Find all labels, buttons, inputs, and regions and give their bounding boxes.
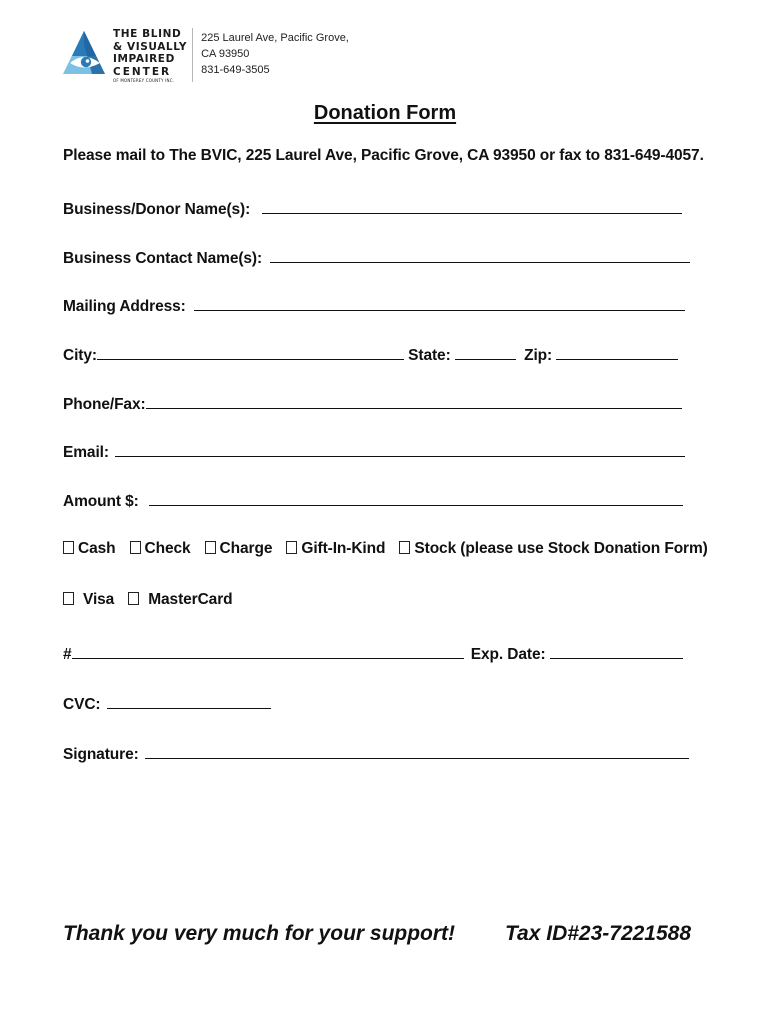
page-title: Donation Form xyxy=(313,102,457,124)
payment-option-check[interactable] xyxy=(130,540,191,558)
signature-row xyxy=(63,743,689,764)
city-field[interactable] xyxy=(97,344,404,360)
mailing-address-label: Mailing Address: xyxy=(63,298,186,315)
exp-date-field[interactable] xyxy=(550,643,683,659)
amount-label: Amount $: xyxy=(63,493,139,510)
logo-line: & VISUALLY xyxy=(113,40,188,53)
payment-option-label: Cash xyxy=(78,540,116,557)
checkbox-icon[interactable] xyxy=(286,541,297,554)
phone-fax-field[interactable] xyxy=(146,393,682,409)
signature-label: Signature: xyxy=(63,746,139,763)
address-line: 225 Laurel Ave, Pacific Grove, xyxy=(201,32,349,44)
card-type-row xyxy=(63,591,247,609)
mailing-address-row xyxy=(63,295,685,316)
donor-name-row xyxy=(63,198,682,219)
payment-option-gift-in-kind[interactable] xyxy=(286,540,385,558)
amount-field[interactable] xyxy=(149,490,683,506)
logo-line: IMPAIRED xyxy=(113,53,175,65)
card-option-visa[interactable] xyxy=(63,591,114,609)
cvc-field[interactable] xyxy=(107,693,271,709)
payment-option-label: Stock (please use Stock Donation Form) xyxy=(414,540,708,557)
cvc-row xyxy=(63,693,271,714)
city-label: City: xyxy=(63,347,97,364)
contact-name-label: Business Contact Name(s): xyxy=(63,250,263,267)
checkbox-icon[interactable] xyxy=(128,592,139,605)
logo-wordmark xyxy=(113,28,187,84)
email-field[interactable] xyxy=(115,441,685,457)
email-row xyxy=(63,441,685,462)
signature-field[interactable] xyxy=(145,743,689,759)
email-label: Email: xyxy=(63,444,109,461)
exp-date-label: Exp. Date: xyxy=(470,646,546,663)
checkbox-icon[interactable] xyxy=(399,541,410,554)
letterhead xyxy=(62,28,349,84)
address-line: CA 93950 xyxy=(201,48,250,60)
letterhead-divider xyxy=(192,28,193,82)
payment-option-label: Gift-In-Kind xyxy=(301,540,386,557)
address-line: 831-649-3505 xyxy=(201,64,270,76)
payment-option-stock[interactable] xyxy=(399,540,707,558)
state-field[interactable] xyxy=(455,344,516,360)
zip-label: Zip: xyxy=(524,347,553,364)
payment-option-cash[interactable] xyxy=(63,540,116,558)
card-number-row xyxy=(63,643,683,664)
contact-name-field[interactable] xyxy=(270,247,690,263)
cvc-label: CVC: xyxy=(63,696,101,713)
checkbox-icon[interactable] xyxy=(130,541,141,554)
tax-id: Tax ID#23-7221588 xyxy=(505,922,692,945)
phone-fax-label: Phone/Fax: xyxy=(63,396,146,413)
payment-option-charge[interactable] xyxy=(205,540,273,558)
zip-field[interactable] xyxy=(556,344,678,360)
mailing-address-field[interactable] xyxy=(194,295,685,311)
logo-line: CENTER xyxy=(113,65,172,78)
donor-name-label: Business/Donor Name(s): xyxy=(63,201,251,218)
logo-line: THE BLIND xyxy=(113,28,182,40)
phone-fax-row xyxy=(63,393,682,414)
bvic-logo-icon xyxy=(62,30,106,76)
contact-name-row xyxy=(63,247,690,268)
checkbox-icon[interactable] xyxy=(205,541,216,554)
payment-type-row xyxy=(63,540,708,558)
thank-you-note: Thank you very much for your support! xyxy=(63,922,456,945)
city-state-zip-row xyxy=(63,344,678,365)
card-number-label: # xyxy=(63,646,72,663)
payment-option-label: Charge xyxy=(219,540,273,557)
card-option-label: MasterCard xyxy=(148,591,233,608)
org-address xyxy=(201,30,349,78)
donor-name-field[interactable] xyxy=(262,198,682,214)
payment-option-label: Check xyxy=(144,540,191,557)
card-option-mastercard[interactable] xyxy=(128,591,232,609)
card-number-field[interactable] xyxy=(72,643,464,659)
amount-row xyxy=(63,490,683,511)
checkbox-icon[interactable] xyxy=(63,592,74,605)
checkbox-icon[interactable] xyxy=(63,541,74,554)
mail-instructions: Please mail to The BVIC, 225 Laurel Ave, Pacific Grove, CA 93950 or fax to 831-649-4057. xyxy=(63,147,704,164)
state-label: State: xyxy=(408,347,451,364)
logo-subline: OF MONTEREY COUNTY INC. xyxy=(113,78,175,83)
card-option-label: Visa xyxy=(83,591,115,608)
